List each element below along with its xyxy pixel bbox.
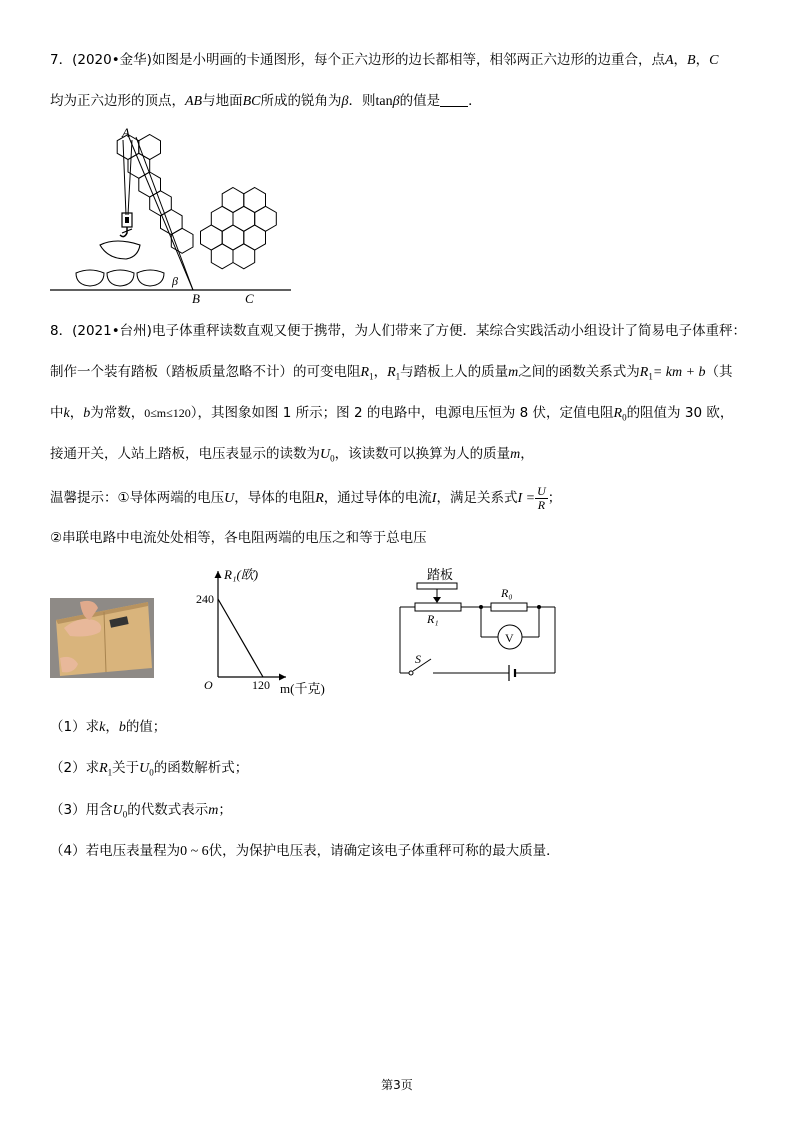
q8-text: 的阻值为 30 欧，	[626, 405, 734, 421]
label-b: B	[192, 291, 200, 305]
u0-symbol: U	[139, 761, 150, 776]
r1-sub: 1	[369, 371, 374, 382]
b-symbol: b	[118, 720, 126, 735]
q8-source: (2021•台州)	[72, 323, 152, 339]
q7-text: 的值是	[399, 93, 441, 109]
m-symbol: m	[208, 803, 219, 818]
origin-label: O	[204, 678, 213, 692]
k-symbol: k	[99, 720, 106, 735]
r1-symbol: R	[99, 761, 108, 776]
q8-text: ，通过导体的电流	[323, 490, 432, 506]
range: 0≤m≤120	[144, 406, 191, 420]
answer-blank	[440, 92, 468, 107]
q8-text: ，	[373, 364, 388, 380]
q8-text: 接通开关，人站上踏板，电压表显示的读数为	[50, 446, 320, 462]
q8-line-1	[50, 321, 746, 341]
point-a: A	[664, 53, 674, 68]
q7-text: 如图是小明画的卡通图形，每个正六边形的边长都相等，相邻两正六边形的边重合，点	[151, 52, 665, 68]
q7-number: 7．	[50, 52, 73, 68]
m-symbol: m	[508, 365, 519, 380]
q7-text: 所成的锐角为	[260, 93, 342, 109]
r1-sub: 1	[648, 371, 653, 382]
q8-line-3	[50, 403, 733, 428]
angle-beta: β	[392, 94, 400, 109]
r-symbol: R	[315, 491, 324, 506]
q8-number: 8．	[50, 323, 73, 339]
switch-label: S	[415, 652, 421, 666]
sub-q3	[50, 800, 232, 825]
segment-bc: BC	[242, 94, 261, 109]
q8-text: ，	[69, 405, 84, 421]
r0-label: R₀	[501, 586, 513, 600]
u0-symbol: U	[112, 803, 123, 818]
pedal-label: 踏板	[427, 567, 454, 582]
hexagon-figure	[48, 125, 298, 305]
frac-num: U	[537, 483, 546, 498]
r1-sub: 1	[107, 767, 113, 778]
q8-text: ②串联电路中电流处处相等，各电阻两端的电压之和等于总电压	[50, 530, 427, 546]
q7-line-2	[50, 91, 482, 112]
sub-q-text: 的代数式表示	[127, 802, 209, 818]
r1-sub: 1	[395, 371, 401, 382]
segment-ab: AB	[185, 94, 203, 109]
hexagon	[222, 225, 244, 250]
hexagon	[244, 225, 266, 250]
sub-q-text: （3）用含	[50, 802, 113, 818]
page-number: 第3页	[381, 1078, 413, 1092]
q8-line-6	[50, 528, 427, 548]
q7-line-1	[50, 50, 718, 71]
q8-text: ；	[547, 490, 562, 506]
hexagon	[233, 206, 255, 231]
q7-source: (2020•金华)	[72, 52, 152, 68]
hexagon	[139, 135, 161, 160]
u0-symbol: U	[320, 447, 331, 462]
y-axis-label: R₁(欧)	[224, 567, 259, 582]
q8-text: ，导体的电阻	[234, 490, 316, 506]
q8-text: （其	[705, 364, 733, 380]
q8-line-2	[50, 362, 733, 387]
x-tick-120: 120	[252, 678, 270, 692]
q8-text: 为常数，	[90, 405, 145, 421]
hexagon	[201, 225, 223, 250]
r1-m-graph	[196, 565, 346, 700]
q8-line-5	[50, 483, 561, 514]
r0-symbol: R	[613, 406, 623, 421]
m-symbol: m	[510, 447, 521, 462]
r1-symbol: R	[639, 365, 649, 380]
q7-text: 与地面	[202, 93, 243, 109]
hexagon	[255, 206, 277, 231]
q7-text: ．则	[348, 93, 376, 109]
q8-line-4	[50, 444, 534, 469]
q8-text: ），其图象如图 1 所示；图 2 的电路中，电源电压恒为 8 伏，定值电阻	[190, 405, 614, 421]
i-symbol: I	[431, 491, 437, 506]
r1-symbol: R	[387, 365, 396, 380]
q7-text: ．	[468, 93, 482, 109]
sub-q2	[50, 758, 248, 783]
sub-q-text: 关于	[112, 760, 140, 776]
separator: ，	[695, 52, 710, 68]
data-line	[218, 599, 263, 677]
q8-text: ，该读数可以换算为人的质量	[334, 446, 511, 462]
voltmeter-label: V	[505, 631, 514, 645]
u0-sub: 0	[122, 809, 128, 820]
fraction	[535, 485, 548, 512]
tan-text: tan	[375, 94, 393, 109]
separator: ，	[673, 52, 688, 68]
q8-text: 温馨提示：①导体两端的电压	[50, 490, 225, 506]
sub-q-text: ；	[218, 802, 232, 818]
point-b: B	[687, 53, 696, 68]
hexagon	[222, 188, 244, 213]
range: 0 ~ 6	[180, 844, 209, 859]
sub-q-text: 伏，为保护电压表，请确定该电子体重秤可称的最大质量．	[208, 843, 560, 859]
label-beta: β	[172, 274, 178, 288]
angle-beta: β	[341, 94, 349, 109]
q8-text: ，	[520, 446, 534, 462]
scale-photo	[50, 598, 154, 678]
label-a: A	[122, 125, 130, 140]
point-c: C	[709, 53, 719, 68]
sub-q-text: 的函数解析式；	[153, 760, 249, 776]
q8-text: 电子体重秤读数直观又便于携带，为人们带来了方便．某综合实践活动小组设计了简易电子体重秤：	[151, 323, 746, 339]
sub-q-text: （2）求	[50, 760, 100, 776]
hexagon	[233, 244, 255, 269]
circuit-diagram	[395, 565, 565, 685]
q8-text: 制作一个装有踏板（踏板质量忽略不计）的可变电阻	[50, 364, 361, 380]
equation: I =	[517, 491, 536, 506]
u-symbol: U	[224, 491, 235, 506]
hexagon	[211, 244, 233, 269]
q8-text: ，满足关系式	[436, 490, 518, 506]
sub-q-text: （4）若电压表量程为	[50, 843, 181, 859]
u0-sub: 0	[149, 767, 154, 778]
x-axis-label: m(千克)	[280, 681, 325, 696]
r1-symbol: R	[360, 365, 370, 380]
hexagon	[211, 206, 233, 231]
r0-sub: 0	[622, 412, 627, 423]
sub-q1	[50, 717, 166, 738]
sub-q4	[50, 841, 560, 862]
label-c: C	[245, 291, 254, 305]
y-tick-240: 240	[196, 592, 214, 606]
hexagon	[244, 188, 266, 213]
q8-text: 之间的函数关系式为	[518, 364, 640, 380]
k-symbol: k	[63, 406, 70, 421]
sub-q-text: ，	[105, 719, 119, 735]
q8-text: 中	[50, 405, 64, 421]
sub-q-text: 的值；	[125, 719, 167, 735]
sub-q-text: （1）求	[50, 719, 100, 735]
r1-label: R₁	[427, 612, 439, 626]
b-symbol: b	[83, 406, 91, 421]
q7-text: 均为正六边形的顶点，	[50, 93, 185, 109]
formula: = km + b	[652, 365, 706, 380]
frac-den: R	[537, 497, 546, 512]
u0-sub: 0	[330, 453, 335, 464]
q8-text: 与踏板上人的质量	[400, 364, 509, 380]
